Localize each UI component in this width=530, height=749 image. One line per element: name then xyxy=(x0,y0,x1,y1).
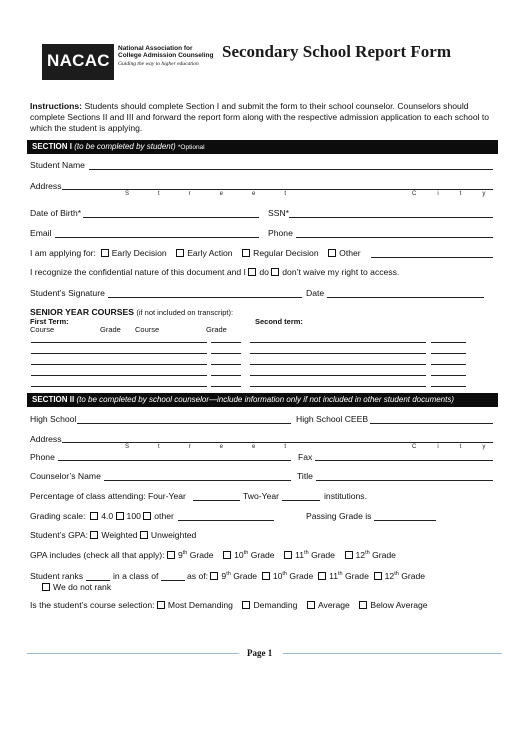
no-rank-row: We do not rank xyxy=(42,582,111,592)
ssn-label: SSN* xyxy=(268,208,290,218)
org-name: National Association for College Admission Counseling xyxy=(118,45,214,59)
ranks-as-of-row: as of: 9th Grade 10th Grade 11th Grade 12th Grade xyxy=(187,571,426,581)
footer-divider xyxy=(283,653,502,654)
grade-line[interactable] xyxy=(431,333,466,343)
phone-label: Phone xyxy=(268,228,293,238)
early-action-option[interactable]: Early Action xyxy=(176,248,232,258)
course-line[interactable] xyxy=(31,344,207,354)
most-demanding-checkbox[interactable] xyxy=(157,601,165,609)
date-field[interactable] xyxy=(327,288,484,298)
signature-label: Student’s Signature xyxy=(30,288,105,298)
senior-courses-heading: SENIOR YEAR COURSES (if not included on transcript): xyxy=(30,307,234,317)
rank-grade-11-checkbox[interactable] xyxy=(318,572,326,580)
counselor-name-label: Counselor’s Name xyxy=(30,471,101,481)
grade-line[interactable] xyxy=(211,333,241,343)
average-checkbox[interactable] xyxy=(307,601,315,609)
address-street-hint: Street xyxy=(125,191,316,197)
grade-line[interactable] xyxy=(431,377,466,387)
gpa-includes-row: GPA includes (check all that apply): 9th Grade 10th Grade 11th Grade 12th Grade xyxy=(30,550,396,560)
course-line[interactable] xyxy=(250,377,426,387)
gpa-weighted-checkbox[interactable] xyxy=(90,531,98,539)
address-field[interactable] xyxy=(62,180,493,190)
date-label: Date xyxy=(306,288,325,298)
rank-grade-10-checkbox[interactable] xyxy=(262,572,270,580)
instructions: Instructions: Students should complete Section I and submit the form to their school counselor. Counselors should complete Sections II and III and forward the report form along with the respective admission application to each school to which the student is applying. xyxy=(30,101,490,133)
school-phone-label: Phone xyxy=(30,452,55,462)
regular-decision-checkbox[interactable] xyxy=(242,249,250,257)
grade-line[interactable] xyxy=(211,355,241,365)
institutions-label: institutions. xyxy=(324,491,367,501)
below-average-checkbox[interactable] xyxy=(359,601,367,609)
ranks-label: Student ranks xyxy=(30,571,84,581)
page-title: Secondary School Report Form xyxy=(222,42,452,61)
grade-col-header: Grade xyxy=(100,325,121,334)
course-line[interactable] xyxy=(31,333,207,343)
counselor-title-label: Title xyxy=(297,471,313,481)
course-line[interactable] xyxy=(31,355,207,365)
section-1-header: SECTION I (to be completed by student) *Optional xyxy=(27,140,498,154)
gpa-grade-9-checkbox[interactable] xyxy=(167,551,175,559)
gpa-grade-10-checkbox[interactable] xyxy=(223,551,231,559)
school-address-label: Address xyxy=(30,434,62,444)
fax-label: Fax xyxy=(298,452,313,462)
phone-field[interactable] xyxy=(296,228,493,238)
school-address-field[interactable] xyxy=(62,433,493,443)
course-col-header: Course xyxy=(30,325,55,334)
passing-grade-field[interactable] xyxy=(374,511,436,521)
section-2-header: SECTION II (to be completed by school counselor—include information only if not included in other student documents) xyxy=(27,393,498,407)
percentage-label: Percentage of class attending: Four-Year xyxy=(30,491,186,501)
class-of-label: in a class of xyxy=(113,571,159,581)
grade-line[interactable] xyxy=(211,366,241,376)
gpa-unweighted-checkbox[interactable] xyxy=(140,531,148,539)
waive-do-checkbox[interactable] xyxy=(248,268,256,276)
course-col-header: Course xyxy=(135,325,160,334)
school-city-hint: City xyxy=(412,444,507,450)
course-line[interactable] xyxy=(250,333,426,343)
waiver-row: I recognize the confidential nature of this document and I do don’t waive my right to access. xyxy=(30,267,400,277)
school-street-hint: Street xyxy=(125,444,316,450)
page-number: Page 1 xyxy=(247,648,273,658)
class-size-field[interactable] xyxy=(161,571,185,581)
first-term-label: First Term: xyxy=(30,317,69,326)
student-name-row: Student Name xyxy=(30,160,85,170)
logo-tagline: Guiding the way to higher education xyxy=(118,61,199,67)
scale-100-checkbox[interactable] xyxy=(116,512,124,520)
course-selection-row: Is the student’s course selection: Most Demanding Demanding Average Below Average xyxy=(30,600,428,610)
other-option[interactable]: Other xyxy=(328,248,361,258)
gpa-grade-12-checkbox[interactable] xyxy=(345,551,353,559)
grade-col-header: Grade xyxy=(206,325,227,334)
grading-scale-row: Grading scale: 4.0 100 other xyxy=(30,511,174,521)
email-label: Email xyxy=(30,228,52,238)
regular-decision-option[interactable]: Regular Decision xyxy=(242,248,318,258)
grade-line[interactable] xyxy=(431,366,466,376)
ceeb-label: High School CEEB xyxy=(296,414,369,424)
address-city-hint: City xyxy=(412,191,507,197)
ceeb-field[interactable] xyxy=(370,414,493,424)
passing-grade-label: Passing Grade is xyxy=(306,511,372,521)
course-line[interactable] xyxy=(250,344,426,354)
gpa-grade-11-checkbox[interactable] xyxy=(284,551,292,559)
counselor-name-field[interactable] xyxy=(104,471,291,481)
course-line[interactable] xyxy=(31,377,207,387)
scale-4-checkbox[interactable] xyxy=(90,512,98,520)
early-decision-checkbox[interactable] xyxy=(101,249,109,257)
dob-field[interactable] xyxy=(83,208,259,218)
footer-divider xyxy=(27,653,239,654)
fax-field[interactable] xyxy=(315,451,493,461)
grade-line[interactable] xyxy=(431,355,466,365)
gpa-row: Student’s GPA: Weighted Unweighted xyxy=(30,530,197,540)
scale-other-field[interactable] xyxy=(178,511,274,521)
second-term-label: Second term: xyxy=(255,317,303,326)
signature-field[interactable] xyxy=(108,288,302,298)
waive-dont-checkbox[interactable] xyxy=(271,268,279,276)
rank-grade-12-checkbox[interactable] xyxy=(374,572,382,580)
course-line[interactable] xyxy=(31,366,207,376)
rank-field[interactable] xyxy=(86,571,110,581)
course-line[interactable] xyxy=(250,366,426,376)
course-line[interactable] xyxy=(250,355,426,365)
address-label: Address xyxy=(30,181,62,191)
ssn-field[interactable] xyxy=(289,208,493,218)
early-action-checkbox[interactable] xyxy=(176,249,184,257)
two-year-label: Two-Year xyxy=(243,491,279,501)
dob-label: Date of Birth* xyxy=(30,208,82,218)
grade-line[interactable] xyxy=(211,344,241,354)
other-checkbox[interactable] xyxy=(328,249,336,257)
scale-other-checkbox[interactable] xyxy=(143,512,151,520)
high-school-label: High School xyxy=(30,414,77,424)
logo-mark: NACAC xyxy=(47,51,110,70)
high-school-field[interactable] xyxy=(77,414,291,424)
student-name-field[interactable] xyxy=(89,160,493,170)
email-field[interactable] xyxy=(55,228,259,238)
other-field[interactable] xyxy=(371,248,493,258)
early-decision-option[interactable]: Early Decision xyxy=(101,248,167,258)
school-phone-field[interactable] xyxy=(58,451,291,461)
no-rank-checkbox[interactable] xyxy=(42,583,50,591)
grade-line[interactable] xyxy=(431,344,466,354)
counselor-title-field[interactable] xyxy=(316,471,493,481)
demanding-checkbox[interactable] xyxy=(242,601,250,609)
applying-for-row: I am applying for: Early Decision Early Action Regular Decision Other xyxy=(30,248,361,258)
rank-grade-9-checkbox[interactable] xyxy=(210,572,218,580)
two-year-field[interactable] xyxy=(282,491,320,501)
grade-line[interactable] xyxy=(211,377,241,387)
four-year-field[interactable] xyxy=(193,491,240,501)
